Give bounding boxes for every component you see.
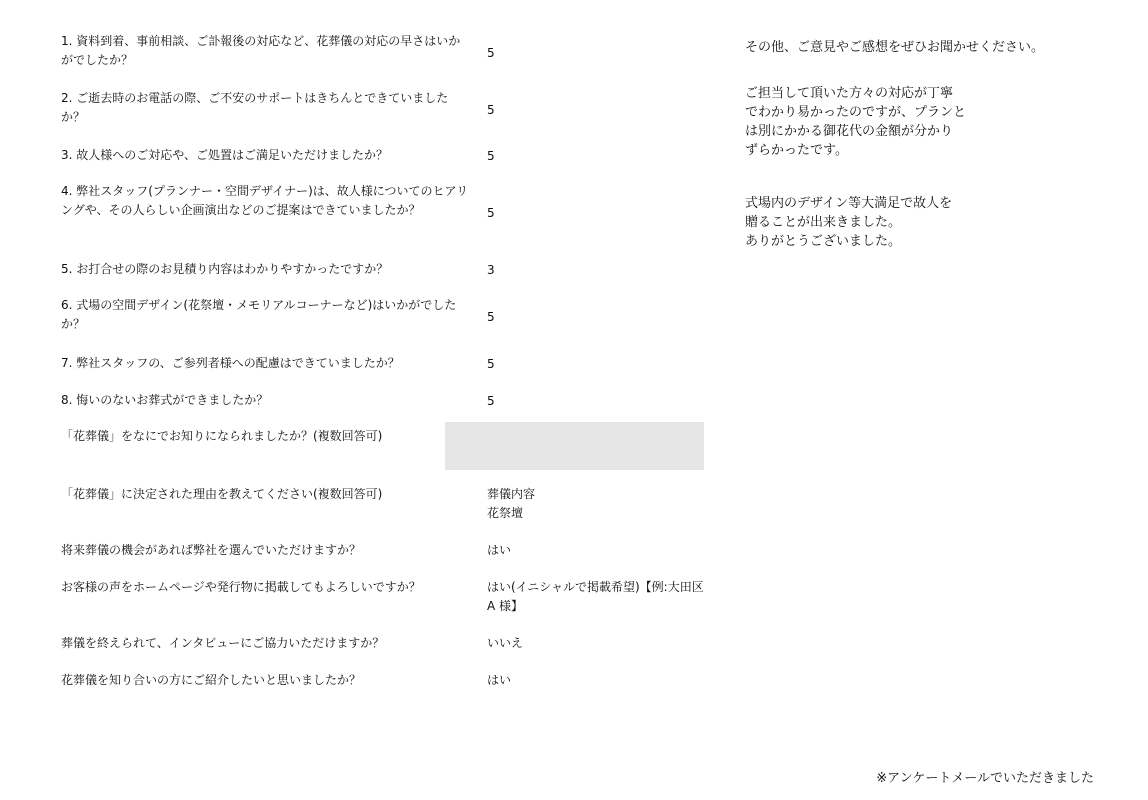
survey-answer-3: 5 <box>487 149 495 163</box>
survey-answer-interview: いいえ <box>487 636 524 650</box>
survey-question-3: 3. 故人様へのご対応や、ご処置はご満足いただけましたか？ <box>61 148 389 162</box>
survey-answer-publish: はい(イニシャルで掲載希望)【例:大田区 A 様】 <box>487 580 704 613</box>
survey-answer-5: 3 <box>487 263 495 277</box>
survey-answer-future: はい <box>487 543 512 557</box>
survey-answer-7: 5 <box>487 357 495 371</box>
survey-answer-6: 5 <box>487 310 495 324</box>
survey-question-4: 4. 弊社スタッフ(プランナー・空間デザイナー)は、故人様についてのヒアリングや、その人らしい企画演出などのご提案はできていましたか？ <box>61 184 469 217</box>
survey-question-2: 2. ご逝去時のお電話の際、ご不安のサポートはきちんとできていましたか？ <box>61 91 449 124</box>
survey-question-8: 8. 悔いのないお葬式ができましたか？ <box>61 393 269 407</box>
survey-answer-4: 5 <box>487 206 495 220</box>
survey-question-interview: 葬儀を終えられて、インタビューにご協力いただけますか？ <box>61 636 385 650</box>
survey-question-5: 5. お打合せの際のお見積り内容はわかりやすかったですか？ <box>61 262 389 276</box>
comments-paragraph-2: 式場内のデザイン等大満足で故人を 贈ることが出来きました。 ありがとうございました。 <box>745 196 953 249</box>
survey-answer-8: 5 <box>487 394 495 408</box>
survey-question-recommend: 花葬儀を知り合いの方にご紹介したいと思いましたか？ <box>61 673 362 687</box>
survey-question-7: 7. 弊社スタッフの、ご参列者様への配慮はできていましたか？ <box>61 356 400 370</box>
survey-question-source: 「花葬儀」をなにでお知りになられましたか？(複数回答可) <box>61 429 383 443</box>
source-note: ※アンケートメールでいただきました <box>876 771 1094 786</box>
survey-answer-reason: 葬儀内容 花祭壇 <box>487 487 536 520</box>
survey-answer-recommend: はい <box>487 673 512 687</box>
survey-question-future: 将来葬儀の機会があれば弊社を選んでいただけますか？ <box>61 543 362 557</box>
empty-answer-box <box>445 422 704 470</box>
survey-answer-2: 5 <box>487 103 495 117</box>
comments-paragraph-1: ご担当して頂いた方々の対応が丁寧 でわかり易かったのですが、プランと は別にかかる御花代の金額が分かり ずらかったです。 <box>745 86 967 158</box>
survey-question-1: 1. 資料到着、事前相談、ご訃報後の対応など、花葬儀の対応の早さはいかがでしたか？ <box>61 34 461 67</box>
survey-question-publish: お客様の声をホームページや発行物に掲載してもよろしいですか？ <box>61 580 421 594</box>
survey-question-reason: 「花葬儀」に決定された理由を教えてください(複数回答可) <box>61 487 383 501</box>
survey-answer-1: 5 <box>487 46 495 60</box>
survey-question-6: 6. 式場の空間デザイン(花祭壇・メモリアルコーナーなど)はいかがでしたか？ <box>61 298 457 331</box>
comments-heading: その他、ご意見やご感想をぜひお聞かせください。 <box>745 40 1045 55</box>
